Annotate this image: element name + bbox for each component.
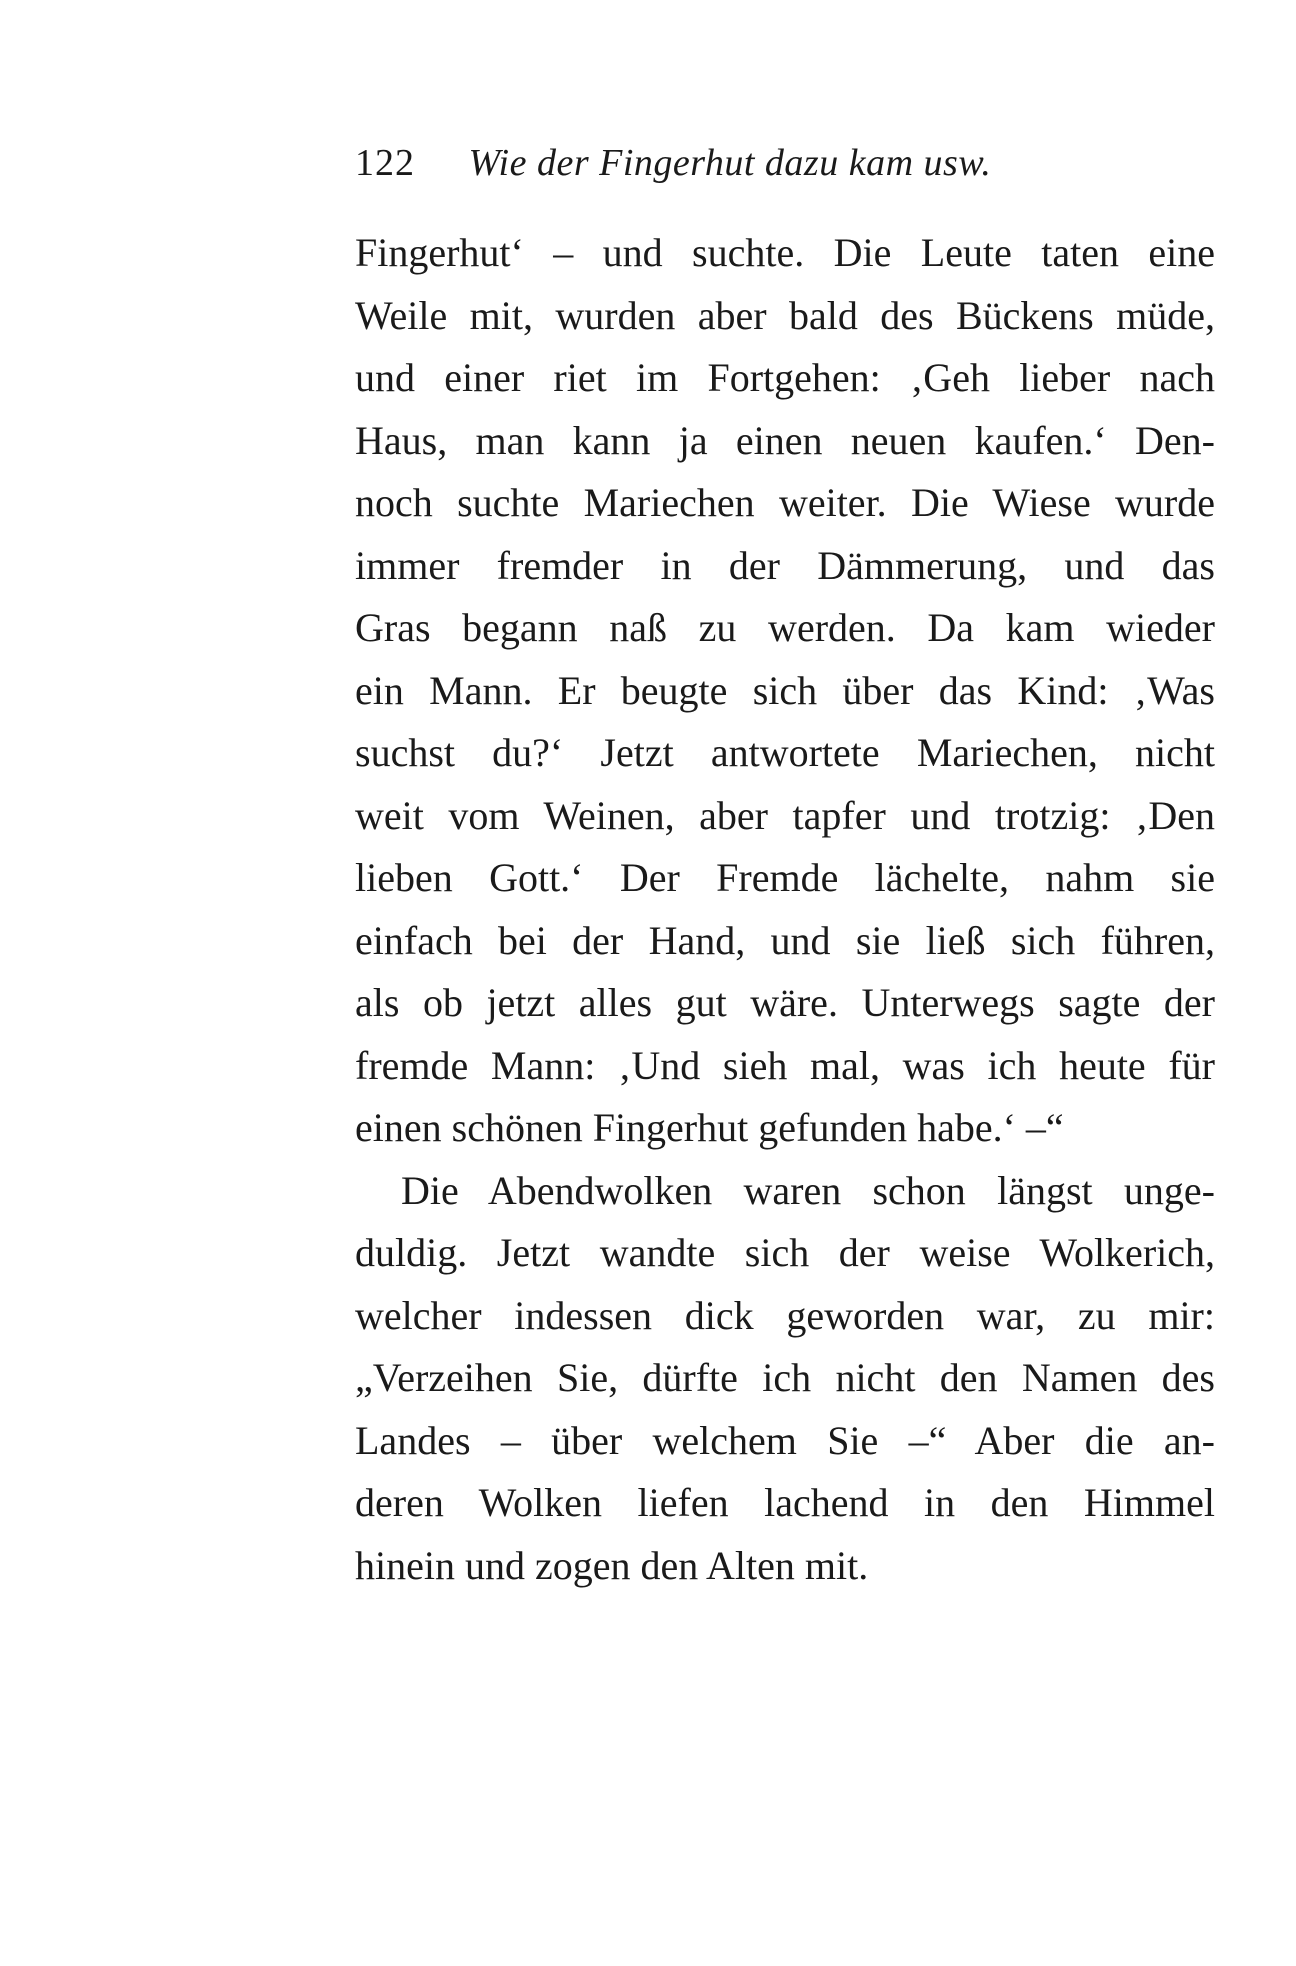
text-line: Fingerhut‘ – und suchte. Die Leute taten eine [355, 230, 1215, 275]
text-line: lieben Gott.‘ Der Fremde lächelte, nahm sie [355, 855, 1215, 900]
text-line: Weile mit, wurden aber bald des Bückens müde, [355, 292, 1215, 338]
text-line: einfach bei der Hand, und sie ließ sich führen, [355, 917, 1215, 963]
text-line: welcher indessen dick geworden war, zu mir: [355, 1292, 1215, 1338]
running-head [355, 138, 1215, 188]
paragraph-end-line: hinein und zogen den Alten mit. [355, 1542, 869, 1588]
text-line: duldig. Jetzt wandte sich der weise Wolkerich, [355, 1230, 1215, 1275]
text-line: immer fremder in der Dämmerung, und das [355, 542, 1215, 588]
text-line: deren Wolken liefen lachend in den Himmel [355, 1480, 1215, 1525]
text-line: weit vom Weinen, aber tapfer und trotzig: ‚Den [355, 792, 1215, 838]
text-line: noch suchte Mariechen weiter. Die Wiese wurde [355, 480, 1215, 525]
text-line: als ob jetzt alles gut wäre. Unterwegs sagte der [355, 980, 1215, 1025]
text-line: Landes – über welchem Sie –“ Aber die an- [355, 1417, 1215, 1463]
text-line: ein Mann. Er beugte sich über das Kind: ‚Was [355, 667, 1215, 713]
paragraph-end-line: einen schönen Fingerhut gefunden habe.‘ –“ [355, 1105, 1064, 1150]
text-line: fremde Mann: ‚Und sieh mal, was ich heute für [355, 1042, 1215, 1088]
text-line: Gras begann naß zu werden. Da kam wieder [355, 605, 1215, 650]
text-line: und einer riet im Fortgehen: ‚Geh lieber nach [355, 355, 1215, 400]
text-line: suchst du?‘ Jetzt antwortete Mariechen, nicht [355, 730, 1215, 775]
body-text [355, 222, 1215, 1597]
paragraph-first-line: Die Abendwolken waren schon längst unge- [401, 1167, 1215, 1213]
running-head-title: Wie der Fingerhut dazu kam usw. [468, 142, 992, 184]
text-line: Haus, man kann ja einen neuen kaufen.‘ Den- [355, 417, 1215, 463]
text-line: „Verzeihen Sie, dürfte ich nicht den Namen des [355, 1355, 1215, 1400]
page-number: 122 [355, 142, 415, 184]
